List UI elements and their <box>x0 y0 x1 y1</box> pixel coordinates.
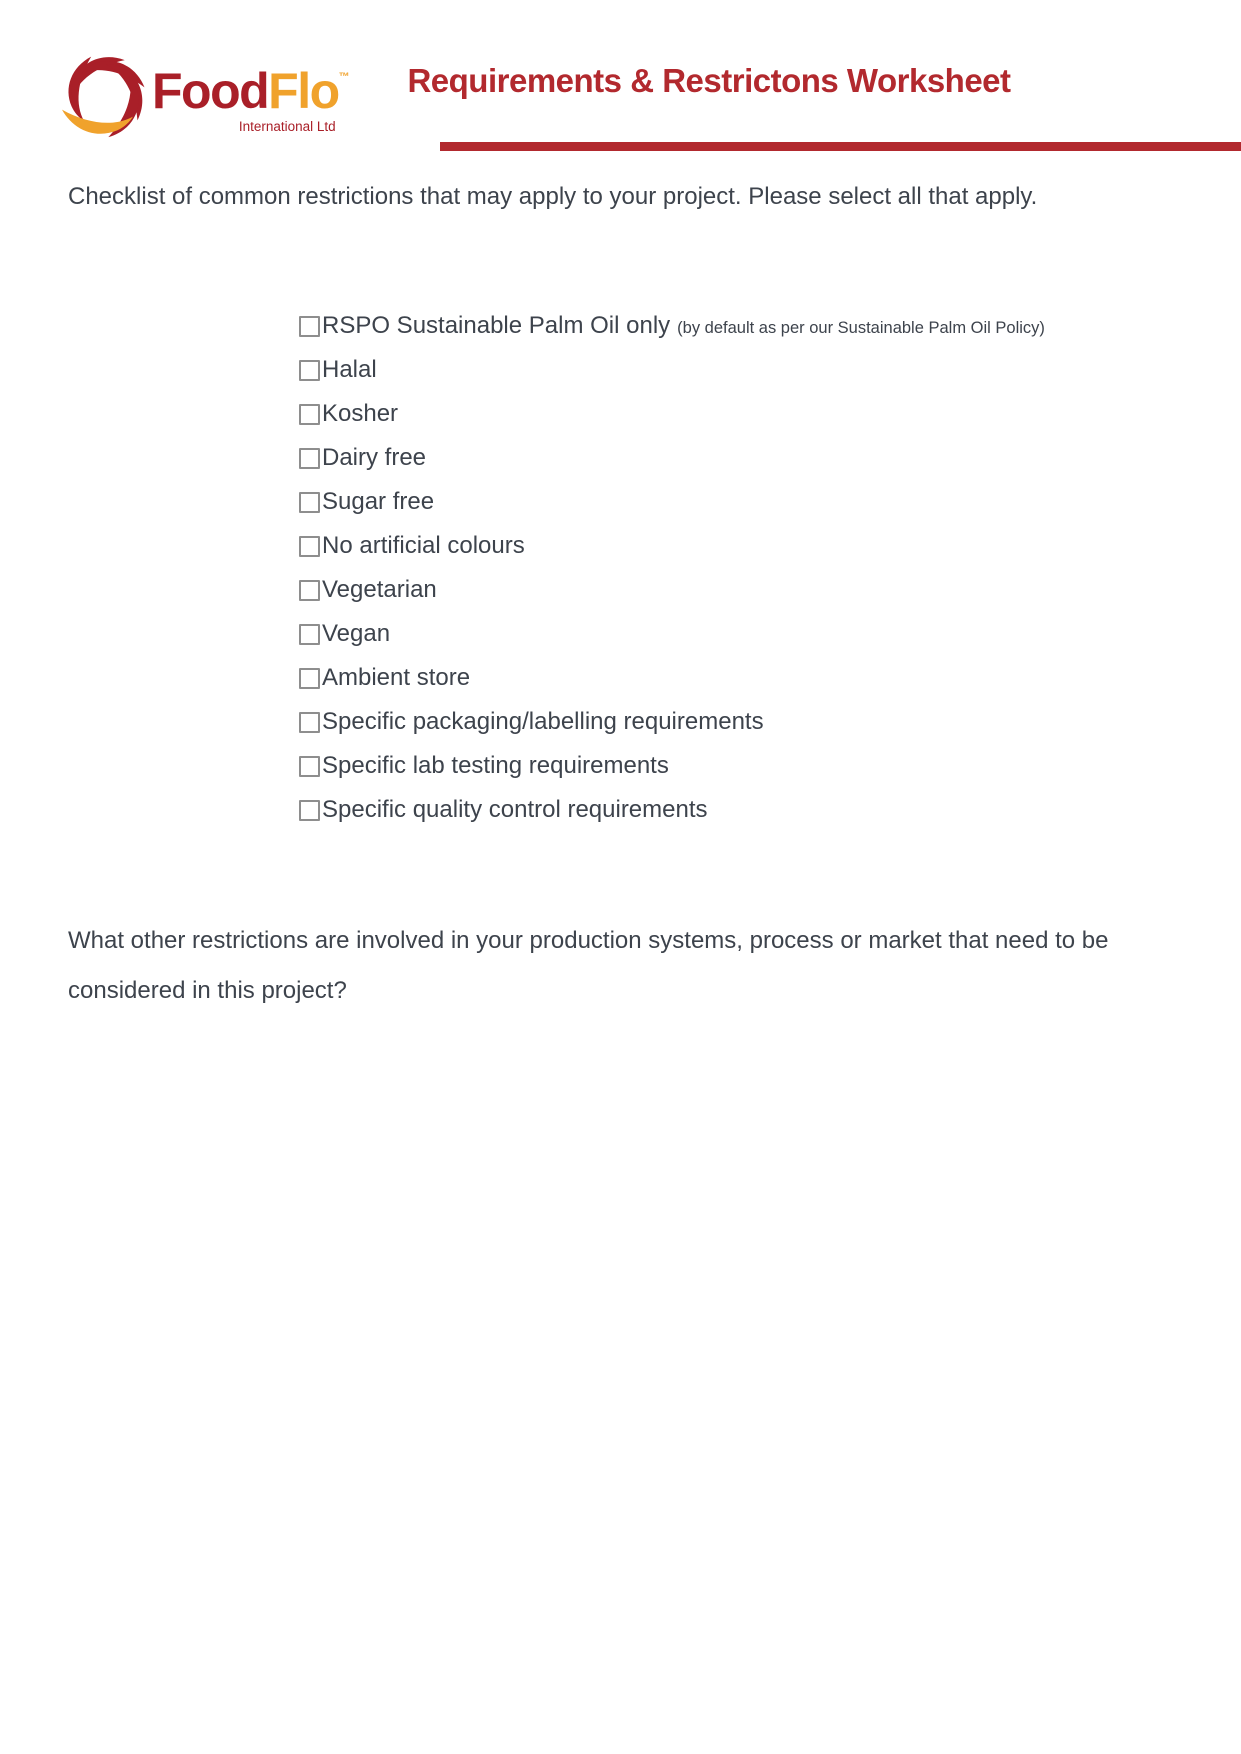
checklist-item <box>299 568 1045 612</box>
checklist-item <box>299 788 1045 832</box>
checklist-item-note: (by default as per our Sustainable Palm Oil Policy) <box>677 319 1045 337</box>
question-text: What other restrictions are involved in your production systems, process or market that need to be considered in this project? <box>68 927 1109 1004</box>
brand-food-text: Food <box>152 63 269 119</box>
checklist-item <box>299 524 1045 568</box>
checklist-item-label: Kosher <box>322 400 399 427</box>
checkbox[interactable] <box>299 316 320 337</box>
checklist-item <box>299 700 1045 744</box>
checklist-item <box>299 656 1045 700</box>
checklist-item-label: Ambient store <box>322 664 471 691</box>
checklist-item-label: Dairy free <box>322 444 427 471</box>
brand-subtitle: International Ltd <box>238 119 336 134</box>
checklist-item <box>299 744 1045 788</box>
checklist-item <box>299 392 1045 436</box>
checkbox[interactable] <box>299 492 320 513</box>
checklist-item-label: Specific packaging/labelling requirements <box>322 708 764 735</box>
checkbox[interactable] <box>299 448 320 469</box>
checklist-item <box>299 348 1045 392</box>
checkbox[interactable] <box>299 624 320 645</box>
checklist-item-label: Vegetarian <box>322 576 437 603</box>
checklist-item <box>299 480 1045 524</box>
checklist-item-label: Vegan <box>322 620 391 647</box>
checkbox[interactable] <box>299 800 320 821</box>
checkbox[interactable] <box>299 668 320 689</box>
checkbox[interactable] <box>299 756 320 777</box>
checklist-item-label: Specific quality control requirements <box>322 796 708 823</box>
checklist-item-label: Halal <box>322 356 377 383</box>
checklist-item-label: No artificial colours <box>322 532 525 559</box>
checklist-item-label: RSPO Sustainable Palm Oil only <box>322 312 671 339</box>
brand-flo-text: Flo <box>268 63 339 119</box>
foodflo-logo <box>58 50 350 142</box>
checklist-item-label: Specific lab testing requirements <box>322 752 669 779</box>
checklist-item-label: Sugar free <box>322 488 435 515</box>
checkbox[interactable] <box>299 536 320 557</box>
checklist-item <box>299 304 1045 348</box>
checkbox[interactable] <box>299 712 320 733</box>
foodflo-wordmark <box>152 63 350 134</box>
page-title: Requirements & Restrictons Worksheet <box>407 62 1011 99</box>
checkbox[interactable] <box>299 404 320 425</box>
checklist-item <box>299 436 1045 480</box>
trademark-symbol: ™ <box>338 71 350 83</box>
intro-text: Checklist of common restrictions that may apply to your project. Please select all that apply. <box>68 183 1038 210</box>
checkbox[interactable] <box>299 580 320 601</box>
title-underline-rule <box>440 142 1241 151</box>
foodflo-swirl-icon <box>58 50 150 142</box>
restrictions-checklist <box>299 304 1045 832</box>
checkbox[interactable] <box>299 360 320 381</box>
checklist-item <box>299 612 1045 656</box>
